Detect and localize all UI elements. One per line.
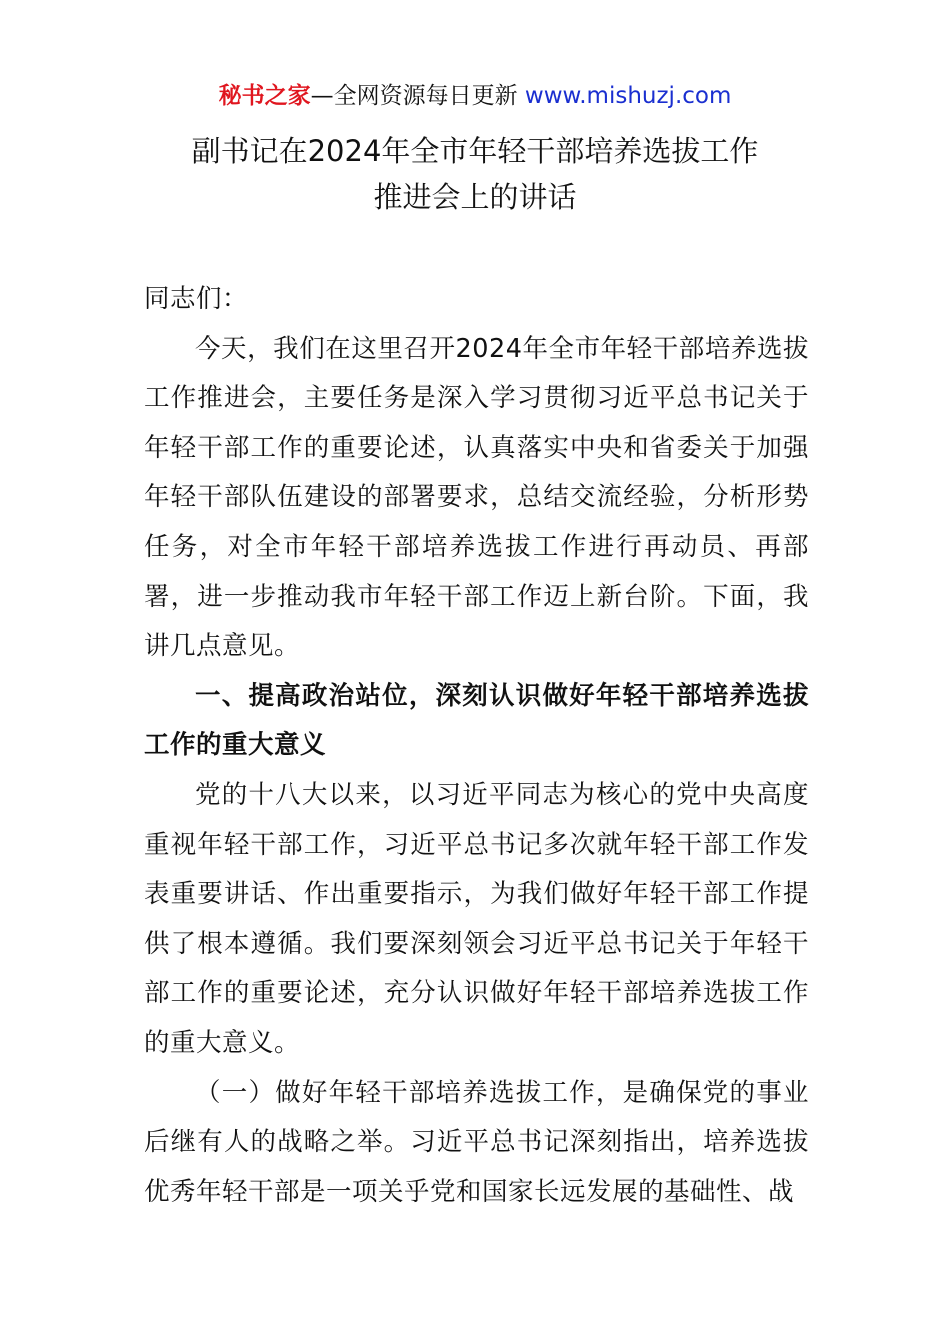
document-title: [0, 128, 950, 220]
paragraph-intro: 今天，我们在这里召开2024年全市年轻干部培养选拔工作推进会，主要任务是深入学习贯彻习近平总书记关于年轻干部工作的重要论述，认真落实中央和省委关于加强年轻干部队伍建设的部署要求，总结交流经验，分析形势任务，对全市年轻干部培养选拔工作进行再动员、再部署，进一步推动我市年轻干部工作迈上新台阶。下面，我讲几点意见。: [144, 333, 809, 662]
site-header: [0, 80, 950, 112]
salutation: 同志们：: [144, 284, 249, 314]
document-body: [144, 275, 809, 1217]
title-line-2: 推进会上的讲话: [373, 180, 577, 214]
title-line-1: 副书记在2024年全市年轻干部培养选拔工作: [191, 134, 759, 168]
brand-name: 秘书之家: [218, 83, 311, 109]
site-url-link[interactable]: www.mishuzj.com: [524, 83, 732, 109]
paragraph-point-1: （一）做好年轻干部培养选拔工作，是确保党的事业后继有人的战略之举。习近平总书记深刻指出，培养选拔优秀年轻干部是一项关乎党和国家长远发展的基础性、战: [144, 1077, 809, 1207]
section-heading-1: 一、提高政治站位，深刻认识做好年轻干部培养选拔工作的重大意义: [144, 680, 809, 761]
header-tagline: —全网资源每日更新: [310, 83, 525, 109]
paragraph-significance: 党的十八大以来，以习近平同志为核心的党中央高度重视年轻干部工作，习近平总书记多次就年轻干部工作发表重要讲话、作出重要指示，为我们做好年轻干部工作提供了根本遵循。我们要深刻领会习近平总书记关于年轻干部工作的重要论述，充分认识做好年轻干部培养选拔工作的重大意义。: [144, 779, 809, 1058]
